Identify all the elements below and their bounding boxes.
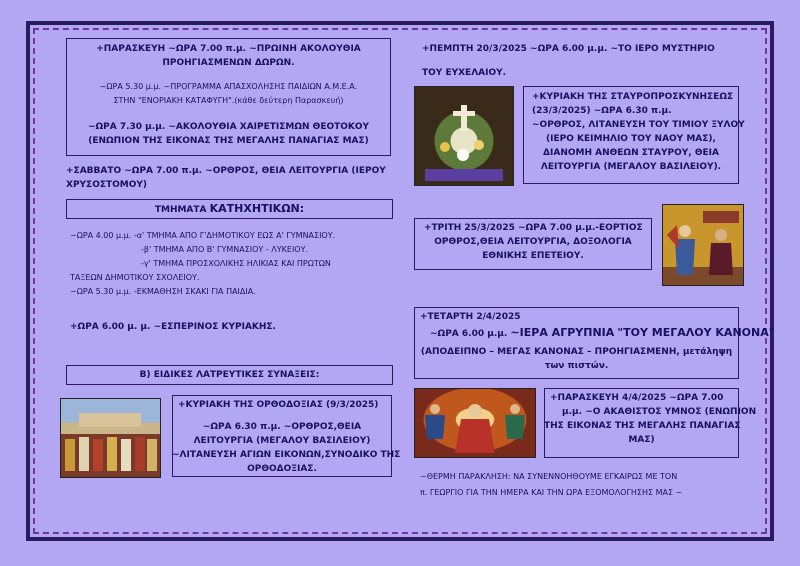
chairetismoi-line2: (ΕΝΩΠΙΟΝ ΤΗΣ ΕΙΚΟΝΑΣ ΤΗΣ ΜΕΓΑΛΗΣ ΠΑΝΑΓΙΑΣ ΜΑΣ) — [88, 136, 369, 146]
annunciation-line1: +ΤΡΙΤΗ 25/3/2025 ~ΩΡΑ 7.00 μ.μ.-ΕΟΡΤΙΟΣ — [424, 223, 643, 233]
catechism-line-4: ΤΑΞΕΩΝ ΔΗΜΟΤΙΚΟΥ ΣΧΟΛΕΙΟΥ. — [70, 273, 200, 282]
annunciation-line3: ΕΘΝΙΚΗΣ ΕΠΕΤΕΙΟΥ. — [482, 251, 584, 261]
akathist-line3: ΤΗΣ ΕΙΚΟΝΑΣ ΤΗΣ ΜΕΓΑΛΗΣ ΠΑΝΑΓΙΑΣ — [544, 421, 741, 431]
cross-sunday-line6: ΛΕΙΤΟΥΡΓΙΑ (ΜΕΓΑΛΟΥ ΒΑΣΙΛΕΙΟΥ). — [540, 162, 722, 172]
cross-sunday-line2: (23/3/2025) ~ΩΡΑ 6.30 π.μ. — [532, 106, 672, 116]
orthodoxy-line5: ΟΡΘΟΔΟΞΙΑΣ. — [247, 464, 317, 474]
vigil-canon: "ΤΟΥ ΜΕΓΑΛΟΥ ΚΑΝΟΝΑ" — [617, 326, 775, 339]
orthodoxy-line1: +ΚΥΡΙΑΚΗ ΤΗΣ ΟΡΘΟΔΟΞΙΑΣ (9/3/2025) — [178, 400, 379, 410]
confession-request-line1: ~ΘΕΡΜΗ ΠΑΡΑΚΛΗΣΗ: ΝΑ ΣΥΝΕΝΝΟΗΘΟΥΜΕ ΕΓΚΑΙΡΩΣ ΜΕ ΤΟΝ — [420, 472, 678, 481]
friday-preconsecrated-line2: ΠΡΟΗΓΙΑΣΜΕΝΩΝ ΔΩΡΩΝ. — [162, 58, 295, 68]
thursday-unction-line1: +ΠΕΜΠΤΗ 20/3/2025 ~ΩΡΑ 6.00 μ.μ. ~ΤΟ ΙΕΡΟ ΜΥΣΤΗΡΙΟ — [422, 44, 715, 54]
cross-sunday-line3: ~ΟΡΘΡΟΣ, ΛΙΤΑΝΕΥΣΗ ΤΟΥ ΤΙΜΙΟΥ ΞΥΛΟΥ — [532, 120, 745, 130]
annunciation-line2: ΟΡΘΡΟΣ,ΘΕΙΑ ΛΕΙΤΟΥΡΓΙΑ, ΔΟΞΟΛΟΓΙΑ — [434, 237, 632, 247]
saturday-liturgy-line1: +ΣΑΒΒΑΤΟ ~ΩΡΑ 7.00 π.μ. ~ΟΡΘΡΟΣ, ΘΕΙΑ ΛΕΙΤΟΥΡΓΙΑ (ΙΕΡΟΥ — [66, 166, 386, 176]
catechism-header-word2: ΚΑΤΗΧΗΤΙΚΩΝ: — [209, 202, 305, 215]
catechism-line-5: ~ΩΡΑ 5.30 μ.μ. -ΕΚΜΑΘΗΣΗ ΣΚΑΚΙ ΓΙΑ ΠΑΙΔΙΑ. — [70, 287, 256, 296]
friday-preconsecrated-line1: +ΠΑΡΑΣΚΕΥΗ ~ΩΡΑ 7.00 π.μ. ~ΠΡΩΙΝΗ ΑΚΟΛΟΥΘΙΑ — [96, 44, 361, 54]
amea-program-line2: ΣΤΗΝ "ΕΝΟΡΙΑΚΗ ΚΑΤΑΦΥΓΗ".(κάθε δεύτερη Παρασκευή) — [113, 96, 344, 105]
vigil-line2 — [430, 326, 774, 341]
orthodoxy-icon-figures — [61, 399, 160, 477]
orthodoxy-line4: ~ΛΙΤΑΝΕΥΣΗ ΑΓΙΩΝ ΕΙΚΟΝΩΝ,ΣΥΝΟΔΙΚΟ ΤΗΣ — [172, 450, 401, 460]
thursday-unction-line2: ΤΟΥ ΕΥΧΕΛΑΙΟΥ. — [422, 68, 507, 78]
special-services-header: Β) ΕΙΔΙΚΕΣ ΛΑΤΡΕΥΤΙΚΕΣ ΣΥΝΑΞΕΙΣ: — [139, 370, 320, 380]
akathist-icon-figures — [415, 389, 535, 457]
catechism-header-word1: ΤΜΗΜΑΤΑ — [154, 205, 207, 215]
vigil-time: ~ΩΡΑ 6.00 μ.μ. — [430, 329, 508, 339]
sunday-vespers: +ΩΡΑ 6.00 μ. μ. ~ΕΣΠΕΡΙΝΟΣ ΚΥΡΙΑΚΗΣ. — [70, 322, 276, 332]
akathist-line1: +ΠΑΡΑΣΚΕΥΗ 4/4/2025 ~ΩΡΑ 7.00 — [550, 393, 724, 403]
catechism-line-1: ~ΩΡΑ 4.00 μ.μ. -α' ΤΜΗΜΑ ΑΠΟ Γ'ΔΗΜΟΤΙΚΟΥ ΕΩΣ Α' ΓΥΜΝΑΣΙΟΥ. — [70, 231, 336, 240]
cross-sunday-line4: (ΙΕΡΟ ΚΕΙΜΗΛΙΟ ΤΟΥ ΝΑΟΥ ΜΑΣ), — [546, 134, 716, 144]
vigil-line4: των πιστών. — [544, 361, 609, 371]
vigil-line1: +ΤΕΤΑΡΤΗ 2/4/2025 — [420, 312, 521, 322]
annunciation-icon-figures — [663, 205, 743, 285]
cross-flowers-image — [414, 86, 514, 186]
annunciation-icon-image — [662, 204, 744, 286]
akathist-icon-image — [414, 388, 536, 458]
cross-flowers-decoration — [415, 87, 513, 185]
cross-sunday-line1: +ΚΥΡΙΑΚΗ ΤΗΣ ΣΤΑΥΡΟΠΡΟΣΚΥΝΗΣΕΩΣ — [532, 92, 734, 102]
akathist-line2: μ.μ. ~Ο ΑΚΑΘΙΣΤΟΣ ΥΜΝΟΣ (ΕΝΩΠΙΟΝ — [562, 407, 757, 417]
vigil-line3: (ΑΠΟΔΕΙΠΝΟ – ΜΕΓΑΣ ΚΑΝΟΝΑΣ – ΠΡΟΗΓΙΑΣΜΕΝΗ, μετάληψη — [420, 347, 733, 357]
catechism-line-3: -γ' ΤΜΗΜΑ ΠΡΟΣΧΟΛΙΚΗΣ ΗΛΙΚΙΑΣ ΚΑΙ ΠΡΩΤΩΝ — [141, 259, 331, 268]
saturday-liturgy-line2: ΧΡΥΣΟΣΤΟΜΟΥ) — [66, 180, 148, 190]
chairetismoi-line1: ~ΩΡΑ 7.30 μ.μ. ~ΑΚΟΛΟΥΘΙΑ ΧΑΙΡΕΤΙΣΜΩΝ ΘΕΟΤΟΚΟΥ — [87, 122, 370, 132]
catechism-line-2: -β' ΤΜΗΜΑ ΑΠΟ Β' ΓΥΜΝΑΣΙΟΥ - ΛΥΚΕΙΟΥ. — [141, 245, 309, 254]
akathist-line4: ΜΑΣ) — [628, 435, 655, 445]
orthodoxy-line2: ~ΩΡΑ 6.30 π.μ. ~ΟΡΘΡΟΣ,ΘΕΙΑ — [202, 422, 362, 432]
amea-program-line1: ~ΩΡΑ 5.30 μ.μ. ~ΠΡΟΓΡΑΜΜΑ ΑΠΑΣΧΟΛΗΣΗΣ ΠΑΙΔΙΩΝ Α.Μ.Ε.Α. — [99, 82, 358, 91]
cross-sunday-line5: ΔΙΑΝΟΜΗ ΑΝΘΕΩΝ ΣΤΑΥΡΟΥ, ΘΕΙΑ — [543, 148, 719, 158]
orthodoxy-line3: ΛΕΙΤΟΥΡΓΙΑ (ΜΕΓΑΛΟΥ ΒΑΣΙΛΕΙΟΥ) — [193, 436, 371, 446]
orthodoxy-sunday-icon-image — [60, 398, 161, 478]
confession-request-line2: π. ΓΕΩΡΓΙΟ ΓΙΑ ΤΗΝ ΗΜΕΡΑ ΚΑΙ ΤΗΝ ΩΡΑ ΕΞΟΜΟΛΟΓΗΣΗΣ ΜΑΣ ~ — [420, 488, 683, 497]
vigil-title: ~ΙΕΡΑ ΑΓΡΥΠΝΙΑ — [510, 326, 615, 339]
catechism-header — [66, 202, 393, 217]
